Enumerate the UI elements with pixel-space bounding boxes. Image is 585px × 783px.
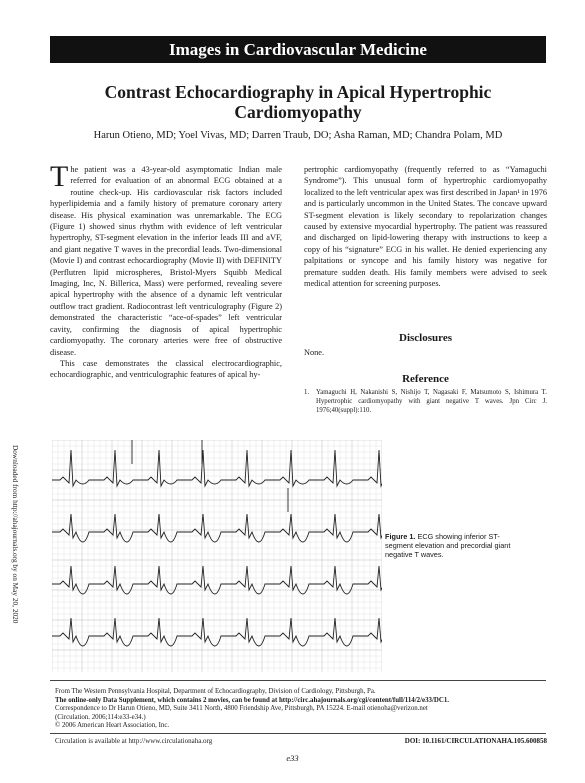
reference-heading: Reference xyxy=(402,373,449,385)
doi: DOI: 10.1161/CIRCULATIONAHA.105.600858 xyxy=(404,737,547,745)
paragraph-2: This case demonstrates the classical electrocardiographic, echocardiographic, and ventriculographic features of apical hy- xyxy=(50,358,282,380)
body-column-left xyxy=(50,160,282,381)
figure-caption xyxy=(385,532,520,559)
supplement-note: The online-only Data Supplement, which contains 2 movies, can be found at http://circ.ahajournals.org/cgi/content/full/114/2/e33/DC1. xyxy=(55,696,449,704)
disclosures-text: None. xyxy=(304,348,325,357)
section-banner: Images in Cardiovascular Medicine xyxy=(50,36,546,63)
page-number: e33 xyxy=(286,753,299,763)
bottom-divider xyxy=(50,733,546,734)
download-watermark xyxy=(8,445,20,624)
figure-caption-text: ECG showing inferior ST-segment elevation and precordial giant negative T waves. xyxy=(385,532,511,559)
ecg-figure-image xyxy=(52,440,382,672)
footer-notes xyxy=(55,688,545,731)
ecg-background xyxy=(52,440,382,672)
body-column-right xyxy=(304,164,547,289)
reference-item xyxy=(304,388,547,416)
copyright-note: © 2006 American Heart Association, Inc. xyxy=(55,722,170,730)
drop-cap: T xyxy=(50,160,69,193)
figure-label: Figure 1. xyxy=(385,532,416,541)
reference-number: 1. xyxy=(304,389,310,396)
correspondence-note: Correspondence to Dr Harun Otieno, MD, Suite 3411 North, 4800 Friendship Ave, Pittsburgh, PA 15224. E-mail otienoha@verizon.net xyxy=(55,705,428,713)
download-watermark-text: Downloaded from http://ahajournals.org by on May 20, 2020 xyxy=(11,445,20,624)
citation-note: (Circulation. 2006;114:e33-e34.) xyxy=(55,713,146,721)
disclosures-heading: Disclosures xyxy=(399,332,452,344)
article-title: Contrast Echocardiography in Apical Hypertrophic Cardiomyopathy xyxy=(104,82,492,122)
paragraph-3: pertrophic cardiomyopathy (frequently referred to as “Yamaguchi Syndrome”). This unusual form of hypertrophic cardiomyopathy localized to the left ventricular apex was first described in Japan¹ in 1976 and is particularly uncommon in the United States. The concave upward ST-segment elevation is likely secondary to repolarization changes caused by extensive myocardial hypertrophy. The patient was reassured and discharged on lipid-lowering therapy with instructions to keep a copy of his “signature” ECG in his wallet. He denied experiencing any palpitations or syncope and his family history was negative for premature sudden death. His family members were advised to seek medical attention for screening purposes. xyxy=(304,165,548,289)
paragraph-1: he patient was a 43-year-old asymptomatic Indian male referred for evaluation of an abnormal ECG obtained at a routine check-up. His cardiovascular risk factors included hyperlipidemia and a family history of premature coronary artery disease. His physical examination was unremarkable. The ECG (Figure 1) showed sinus rhythm with evidence of left ventricular hypertrophy, ST-segment elevation in the inferior leads III and aVF, and giant negative T waves in the precordial leads. Two-dimensional (Movie I) and contrast echocardiography (Movie II) with DEFINITY (Perflutren lipid microspheres, Bristol-Myers Squibb Medical Imaging, Inc, N. Billerica, Mass) were performed, revealing severe apical hypertrophy with the absence of a dynamic left ventricular outflow tract gradient. Radiocontrast left ventriculography (Figure 2) demonstrated the characteristic “ace-of-spades” left ventricular cavity, confirming the diagnosis of apical hypertrophic cardiomyopathy. The coronary arteries were free of obstructive disease. xyxy=(50,165,282,357)
journal-availability: Circulation is available at http://www.circulationaha.org xyxy=(55,737,213,745)
author-list: Harun Otieno, MD; Yoel Vivas, MD; Darren Traub, DO; Asha Raman, MD; Chandra Polam, MD xyxy=(93,130,503,141)
affiliation-note: From The Western Pennsylvania Hospital, Department of Echocardiography, Division of Cardiology, Pittsburgh, Pa. xyxy=(55,688,376,695)
footer-divider xyxy=(50,680,546,681)
reference-text: Yamaguchi H, Nakanishi S, Nishijo T, Nagasaki F, Matsumoto S, Ishimura T. Hypertrophic cardiomyopathy with giant negative T waves. Jpn Circ J. 1976;40(suppl):110. xyxy=(316,389,547,415)
